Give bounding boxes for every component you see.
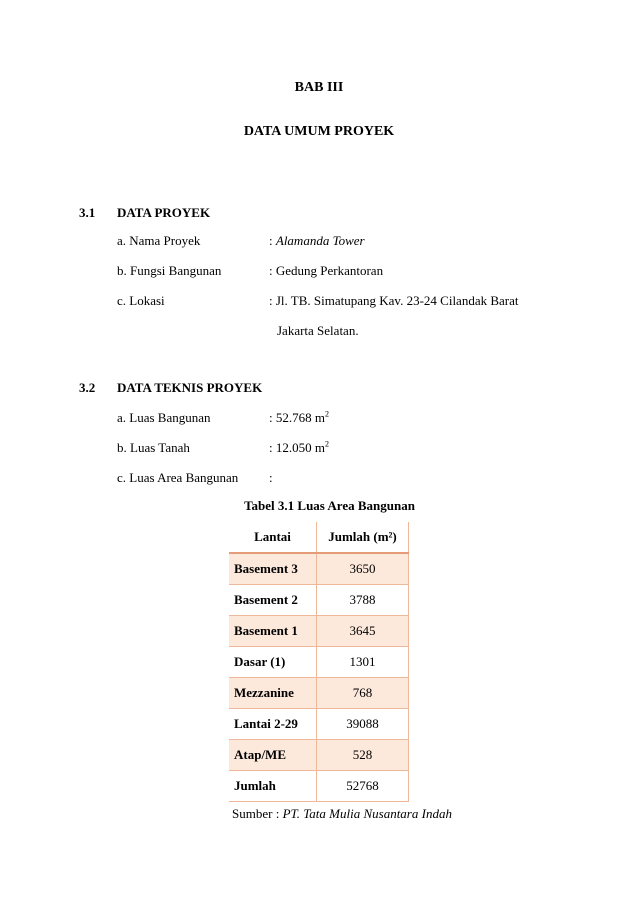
section-title: DATA TEKNIS PROYEK — [117, 380, 263, 395]
table-cell: 528 — [317, 740, 409, 771]
table-row — [229, 678, 409, 709]
table-header-cell: Jumlah (m²) — [317, 522, 409, 553]
table-row — [229, 709, 409, 740]
table-cell: 3788 — [317, 585, 409, 616]
area-table — [229, 522, 409, 802]
chapter-subtitle: DATA UMUM PROYEK — [243, 124, 395, 139]
table-cell: Dasar (1) — [229, 647, 317, 678]
table-header-cell: Lantai — [229, 522, 317, 553]
table-cell: Jumlah — [229, 771, 317, 802]
item-value: : Alamanda Tower — [269, 233, 365, 248]
value-text: : 12.050 m — [269, 440, 325, 455]
item-key: b. Fungsi Bangunan — [117, 263, 222, 278]
table-cell: 39088 — [317, 709, 409, 740]
table-caption: Tabel 3.1 Luas Area Bangunan — [244, 498, 415, 513]
source-prefix: Sumber : — [232, 806, 283, 821]
table-cell: Basement 2 — [229, 585, 317, 616]
chapter-title: BAB III — [294, 80, 344, 95]
item-value-continued: Jakarta Selatan. — [277, 323, 359, 338]
table-cell: Lantai 2-29 — [229, 709, 317, 740]
table-header-row — [229, 522, 409, 553]
section-number: 3.1 — [79, 205, 96, 220]
table-cell: Mezzanine — [229, 678, 317, 709]
table-cell: Basement 1 — [229, 616, 317, 647]
item-key: b. Luas Tanah — [117, 440, 190, 455]
table-row — [229, 647, 409, 678]
table-cell: 3645 — [317, 616, 409, 647]
item-key: a. Luas Bangunan — [117, 410, 211, 425]
table-row — [229, 616, 409, 647]
table-row — [229, 740, 409, 771]
item-value — [269, 410, 329, 426]
table-cell: 768 — [317, 678, 409, 709]
item-value: : — [269, 470, 273, 485]
value-text: : 52.768 m — [269, 410, 325, 425]
unit-superscript: 2 — [324, 409, 329, 419]
section-title: DATA PROYEK — [117, 205, 211, 220]
project-name: Alamanda Tower — [275, 233, 365, 248]
table-cell: 1301 — [317, 647, 409, 678]
table-row — [229, 553, 409, 585]
table-cell: Basement 3 — [229, 553, 317, 585]
table-row — [229, 585, 409, 616]
item-key: c. Luas Area Bangunan — [117, 470, 239, 485]
source-note — [232, 806, 452, 822]
table-cell: Atap/ME — [229, 740, 317, 771]
unit-superscript: 2 — [324, 439, 329, 449]
table-cell: 3650 — [317, 553, 409, 585]
source-name: PT. Tata Mulia Nusantara Indah — [282, 806, 452, 821]
item-key: a. Nama Proyek — [117, 233, 201, 248]
item-key: c. Lokasi — [117, 293, 165, 308]
item-value — [269, 440, 329, 456]
item-value: : Gedung Perkantoran — [269, 263, 384, 278]
table-row — [229, 771, 409, 802]
section-number: 3.2 — [79, 380, 96, 395]
table-cell: 52768 — [317, 771, 409, 802]
item-value: : Jl. TB. Simatupang Kav. 23-24 Cilandak Barat — [269, 293, 519, 308]
